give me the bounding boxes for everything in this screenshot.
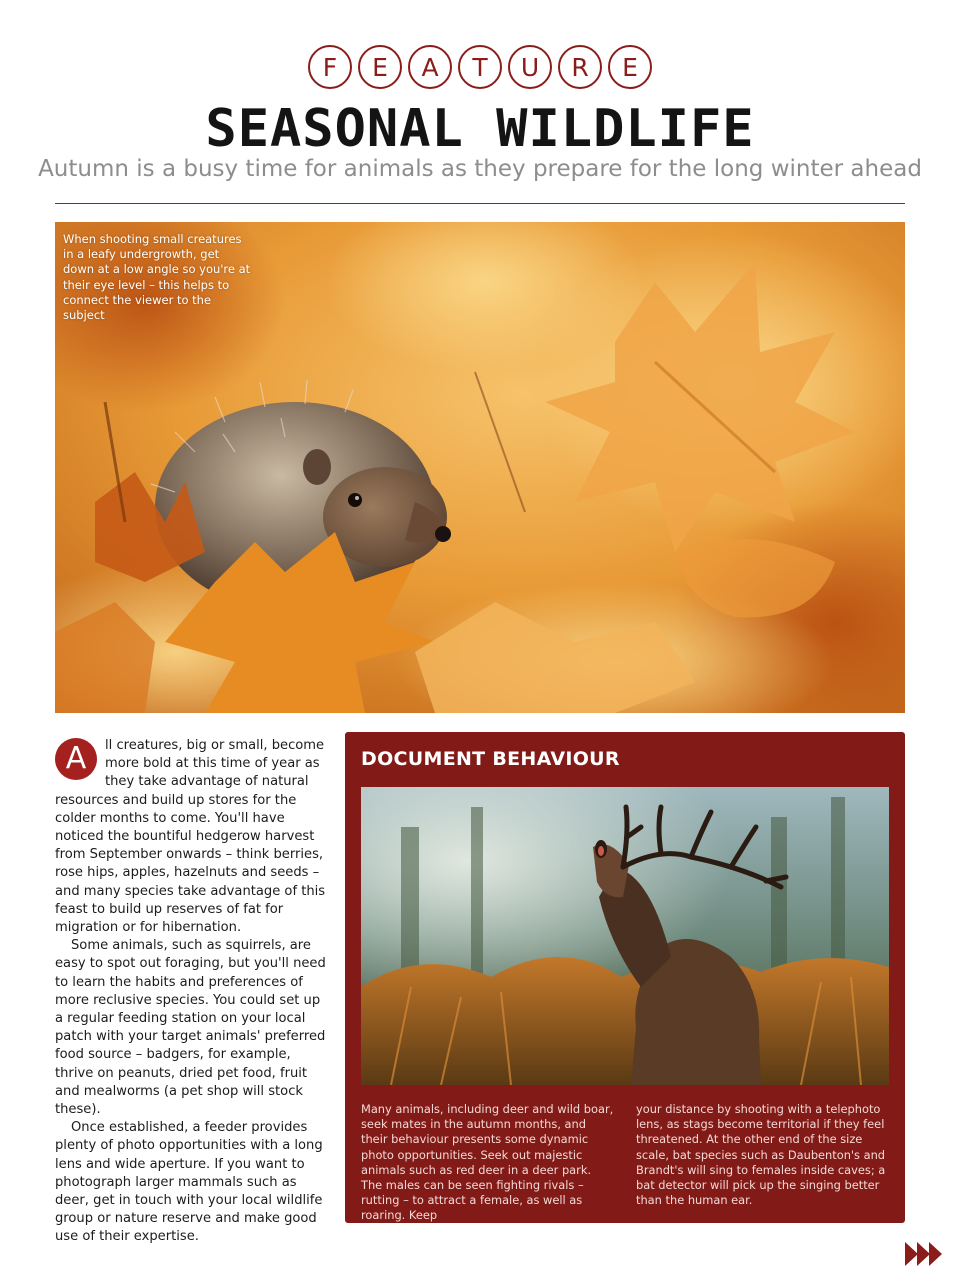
hero-caption: When shooting small creatures in a leafy undergrowth, get down at a low angle so you're at their eye level – this helps to connect the viewer to the subject — [63, 232, 251, 323]
hero-photo-hedgehog — [55, 222, 905, 713]
stag-illustration — [361, 787, 889, 1085]
kicker-letter: U — [508, 45, 552, 89]
article-paragraph — [55, 737, 327, 937]
article-paragraph: Once established, a feeder provides plenty of photo opportunities with a long lens and wide aperture. If you want to photograph larger mammals such as deer, get in touch with your local wildlife group or nature reserve and make good use of their expertise. — [55, 1120, 323, 1245]
sidebar-text — [361, 1102, 889, 1224]
article-paragraph: Some animals, such as squirrels, are easy to spot out foraging, but you'll need to learn the habits and preferences of more reclusive species. You could set up a regular feeding station on your local patch with your target animals' preferred food source – badgers, for example, thrive on peanuts, dried pet food, fruit and mealworms (a pet shop will stock these). — [55, 938, 326, 1118]
kicker-letter: E — [608, 45, 652, 89]
sidebar-title: DOCUMENT BEHAVIOUR — [361, 748, 620, 770]
kicker-letter: A — [408, 45, 452, 89]
page-subtitle: Autumn is a busy time for animals as they prepare for the long winter ahead — [38, 156, 922, 182]
kicker-letter: F — [308, 45, 352, 89]
arrow-icon — [929, 1242, 942, 1266]
kicker-letter: E — [358, 45, 402, 89]
drop-cap: A — [55, 738, 97, 780]
feature-kicker — [0, 45, 960, 89]
page-title: SEASONAL WILDLIFE — [205, 99, 755, 159]
sidebar-column-2: your distance by shooting with a telephoto lens, as stags become territorial if they feel threatened. At the other end of the size scale, bat species such as Daubenton's and Brandt's will sing to females inside caves; a bat detector will pick up the singing better than the human ear. — [636, 1102, 886, 1208]
paragraph-text: ll creatures, big or small, become more bold at this time of year as they take advantage of natural resources and build up stores for the colder months to come. You'll have noticed the bountiful hedgerow harvest from September onwards – think berries, rose hips, apples, hazelnuts and seeds – and many species take advantage of this feast to build up reserves of fat for migration or for hibernation. — [55, 738, 326, 936]
divider — [55, 203, 905, 204]
kicker-letter: T — [458, 45, 502, 89]
article-body — [55, 737, 327, 1247]
sidebar-photo-stag — [361, 787, 889, 1085]
sidebar-column-1: Many animals, including deer and wild boar, seek mates in the autumn months, and their behaviour presents some dynamic photo opportunities. Seek out majestic animals such as red deer in a deer park. The males can be seen fighting rivals – rutting – to attract a female, as well as roaring. Keep — [361, 1102, 614, 1223]
kicker-letter: R — [558, 45, 602, 89]
next-page-arrows-icon[interactable] — [906, 1242, 942, 1266]
sidebar-box — [345, 732, 905, 1223]
